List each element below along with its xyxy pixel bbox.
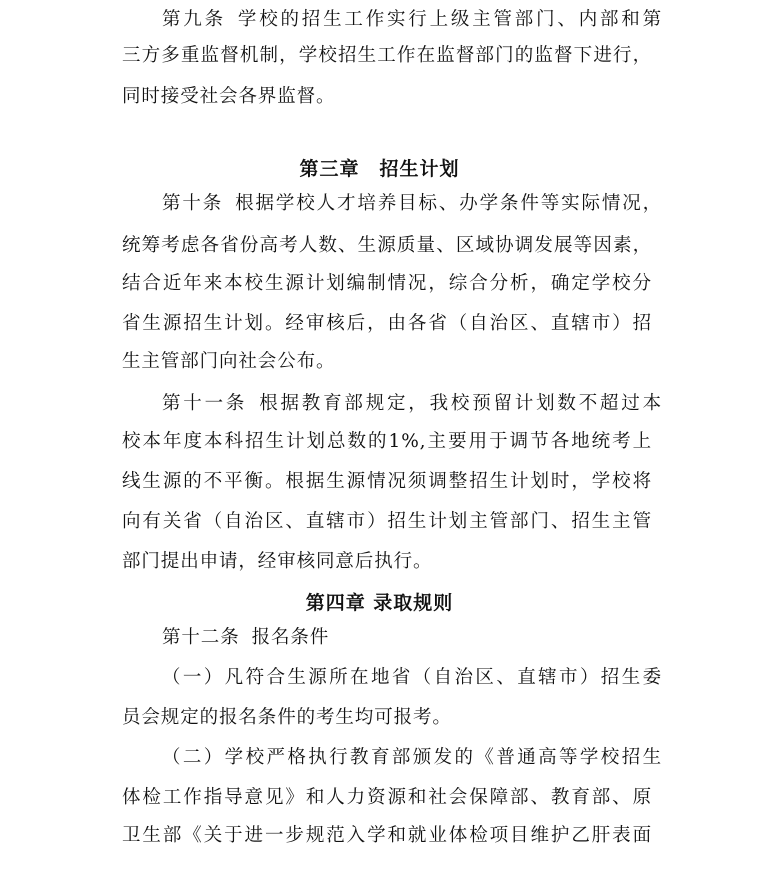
article-11-line-3: 线生源的不平衡。根据生源情况须调整招生计划时，学校将 <box>122 471 652 492</box>
article-10-line-5: 生主管部门向社会公布。 <box>122 351 336 372</box>
article-12-item-2-line-3: 卫生部《关于进一步规范入学和就业体检项目维护乙肝表面 <box>122 825 652 846</box>
article-12-label: 第十二条 <box>162 627 240 648</box>
article-12-item-2-line-2: 体检工作指导意见》和人力资源和社会保障部、教育部、原 <box>122 787 652 808</box>
article-9-text-1: 学校的招生工作实行上级主管部门、内部和第 <box>237 9 662 30</box>
article-12-item-2-line-1: （二）学校严格执行教育部颁发的《普通高等学校招生 <box>162 747 662 768</box>
article-11-line-4: 向有关省（自治区、直辖市）招生计划主管部门、招生主管 <box>122 511 652 532</box>
article-9-label: 第九条 <box>162 9 226 30</box>
chapter-4-heading: 第四章 录取规则 <box>305 592 454 614</box>
article-12-item-1-line-1: （一）凡符合生源所在地省（自治区、直辖市）招生委 <box>162 667 662 688</box>
article-10-line-2: 统筹考虑各省份高考人数、生源质量、区域协调发展等因素， <box>122 235 652 256</box>
article-10-line-1 <box>162 192 662 216</box>
article-11-text-1: 根据教育部规定，我校预留计划数不超过本 <box>259 393 662 414</box>
article-12-title: 报名条件 <box>251 627 330 648</box>
article-11-line-5: 部门提出申请，经审核同意后执行。 <box>122 551 433 572</box>
article-10-line-3: 结合近年来本校生源计划编制情况，综合分析，确定学校分 <box>122 273 652 294</box>
article-9-line-3: 同时接受社会各界监督。 <box>122 86 336 107</box>
article-11-line-2: 校本年度本科招生计划总数的1%,主要用于调节各地统考上 <box>122 431 652 452</box>
article-10-label: 第十条 <box>162 193 224 214</box>
article-11-line-1 <box>162 392 662 416</box>
article-9-line-1 <box>162 8 662 32</box>
article-12-line-1 <box>162 626 662 650</box>
chapter-3-heading: 第三章 招生计划 <box>299 158 460 180</box>
article-10-text-1: 根据学校人才培养目标、办学条件等实际情况， <box>235 193 662 214</box>
article-11-label: 第十一条 <box>162 393 248 414</box>
article-9-line-2: 三方多重监督机制，学校招生工作在监督部门的监督下进行， <box>122 45 652 66</box>
article-10-line-4: 省生源招生计划。经审核后，由各省（自治区、直辖市）招 <box>122 313 652 334</box>
article-12-item-1-line-2: 员会规定的报名条件的考生均可报考。 <box>122 707 452 728</box>
